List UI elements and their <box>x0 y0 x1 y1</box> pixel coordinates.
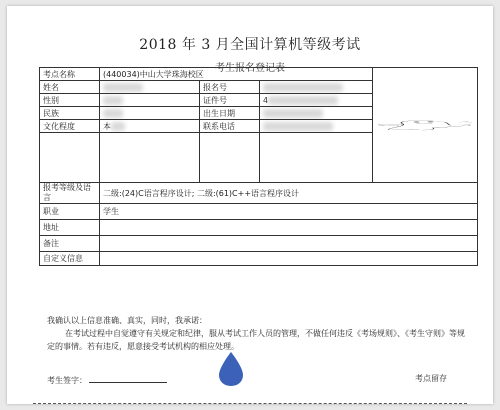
registration-sheet <box>7 6 493 404</box>
row-custom <box>40 252 478 266</box>
education-value: 本 <box>100 120 200 133</box>
address-value <box>100 220 478 236</box>
reg-no-label: 报名号 <box>200 81 260 94</box>
name-value <box>100 81 200 94</box>
row-address <box>40 220 478 236</box>
exam-site-label: 考点名称 <box>40 68 100 81</box>
site-keep-label: 考点留存 <box>415 374 447 383</box>
photo-cell <box>373 68 478 183</box>
phone-label: 联系电话 <box>200 120 260 133</box>
document-subtitle: 考生报名登记表 <box>215 63 285 74</box>
custom-label: 自定义信息 <box>40 252 100 266</box>
row-occupation <box>40 204 478 220</box>
address-label: 地址 <box>40 220 100 236</box>
occupation-label: 职业 <box>40 204 100 220</box>
declaration-line-2: 在考试过程中自觉遵守有关规定和纪律，服从考试工作人员的管理，不做任何违反《考场规则》、《考生守则》等规定的事情。若有违反，愿意接受考试机构的相应处理。 <box>47 329 465 351</box>
phone-value <box>260 120 373 133</box>
gender-label: 性别 <box>40 94 100 107</box>
reg-no-value <box>260 81 373 94</box>
education-label: 文化程度 <box>40 120 100 133</box>
birth-label: 出生日期 <box>200 107 260 120</box>
registration-form-table <box>39 67 478 266</box>
row-remark <box>40 236 478 252</box>
water-drop-icon <box>216 351 246 387</box>
cut-line <box>33 403 467 404</box>
signature-line[interactable] <box>89 373 167 383</box>
id-no-label: 证件号 <box>200 94 260 107</box>
birth-value <box>260 107 373 120</box>
document-title: 2018 年 3 月全国计算机等级考试 <box>139 37 361 53</box>
name-label: 姓名 <box>40 81 100 94</box>
signature-area <box>47 373 167 386</box>
level-label: 报考等级及语言 <box>40 183 100 204</box>
remark-value <box>100 236 478 252</box>
ethnicity-value <box>100 107 200 120</box>
occupation-value: 学生 <box>100 204 478 220</box>
custom-value <box>100 252 478 266</box>
gender-value <box>100 94 200 107</box>
row-level <box>40 183 478 204</box>
level-value: 二级:(24)C语言程序设计; 二级:(61)C++语言程序设计 <box>100 183 478 204</box>
exam-site-value: (440034)中山大学珠海校区 <box>100 68 373 81</box>
declaration <box>47 314 467 353</box>
id-no-value: 4 <box>260 94 373 107</box>
applicant-photo <box>373 119 477 131</box>
row-exam-site <box>40 68 478 81</box>
ethnicity-label: 民族 <box>40 107 100 120</box>
remark-label: 备注 <box>40 236 100 252</box>
signature-label: 考生签字： <box>47 376 87 385</box>
declaration-line-1: 我确认以上信息准确、真实，同时，我承诺： <box>47 316 207 325</box>
